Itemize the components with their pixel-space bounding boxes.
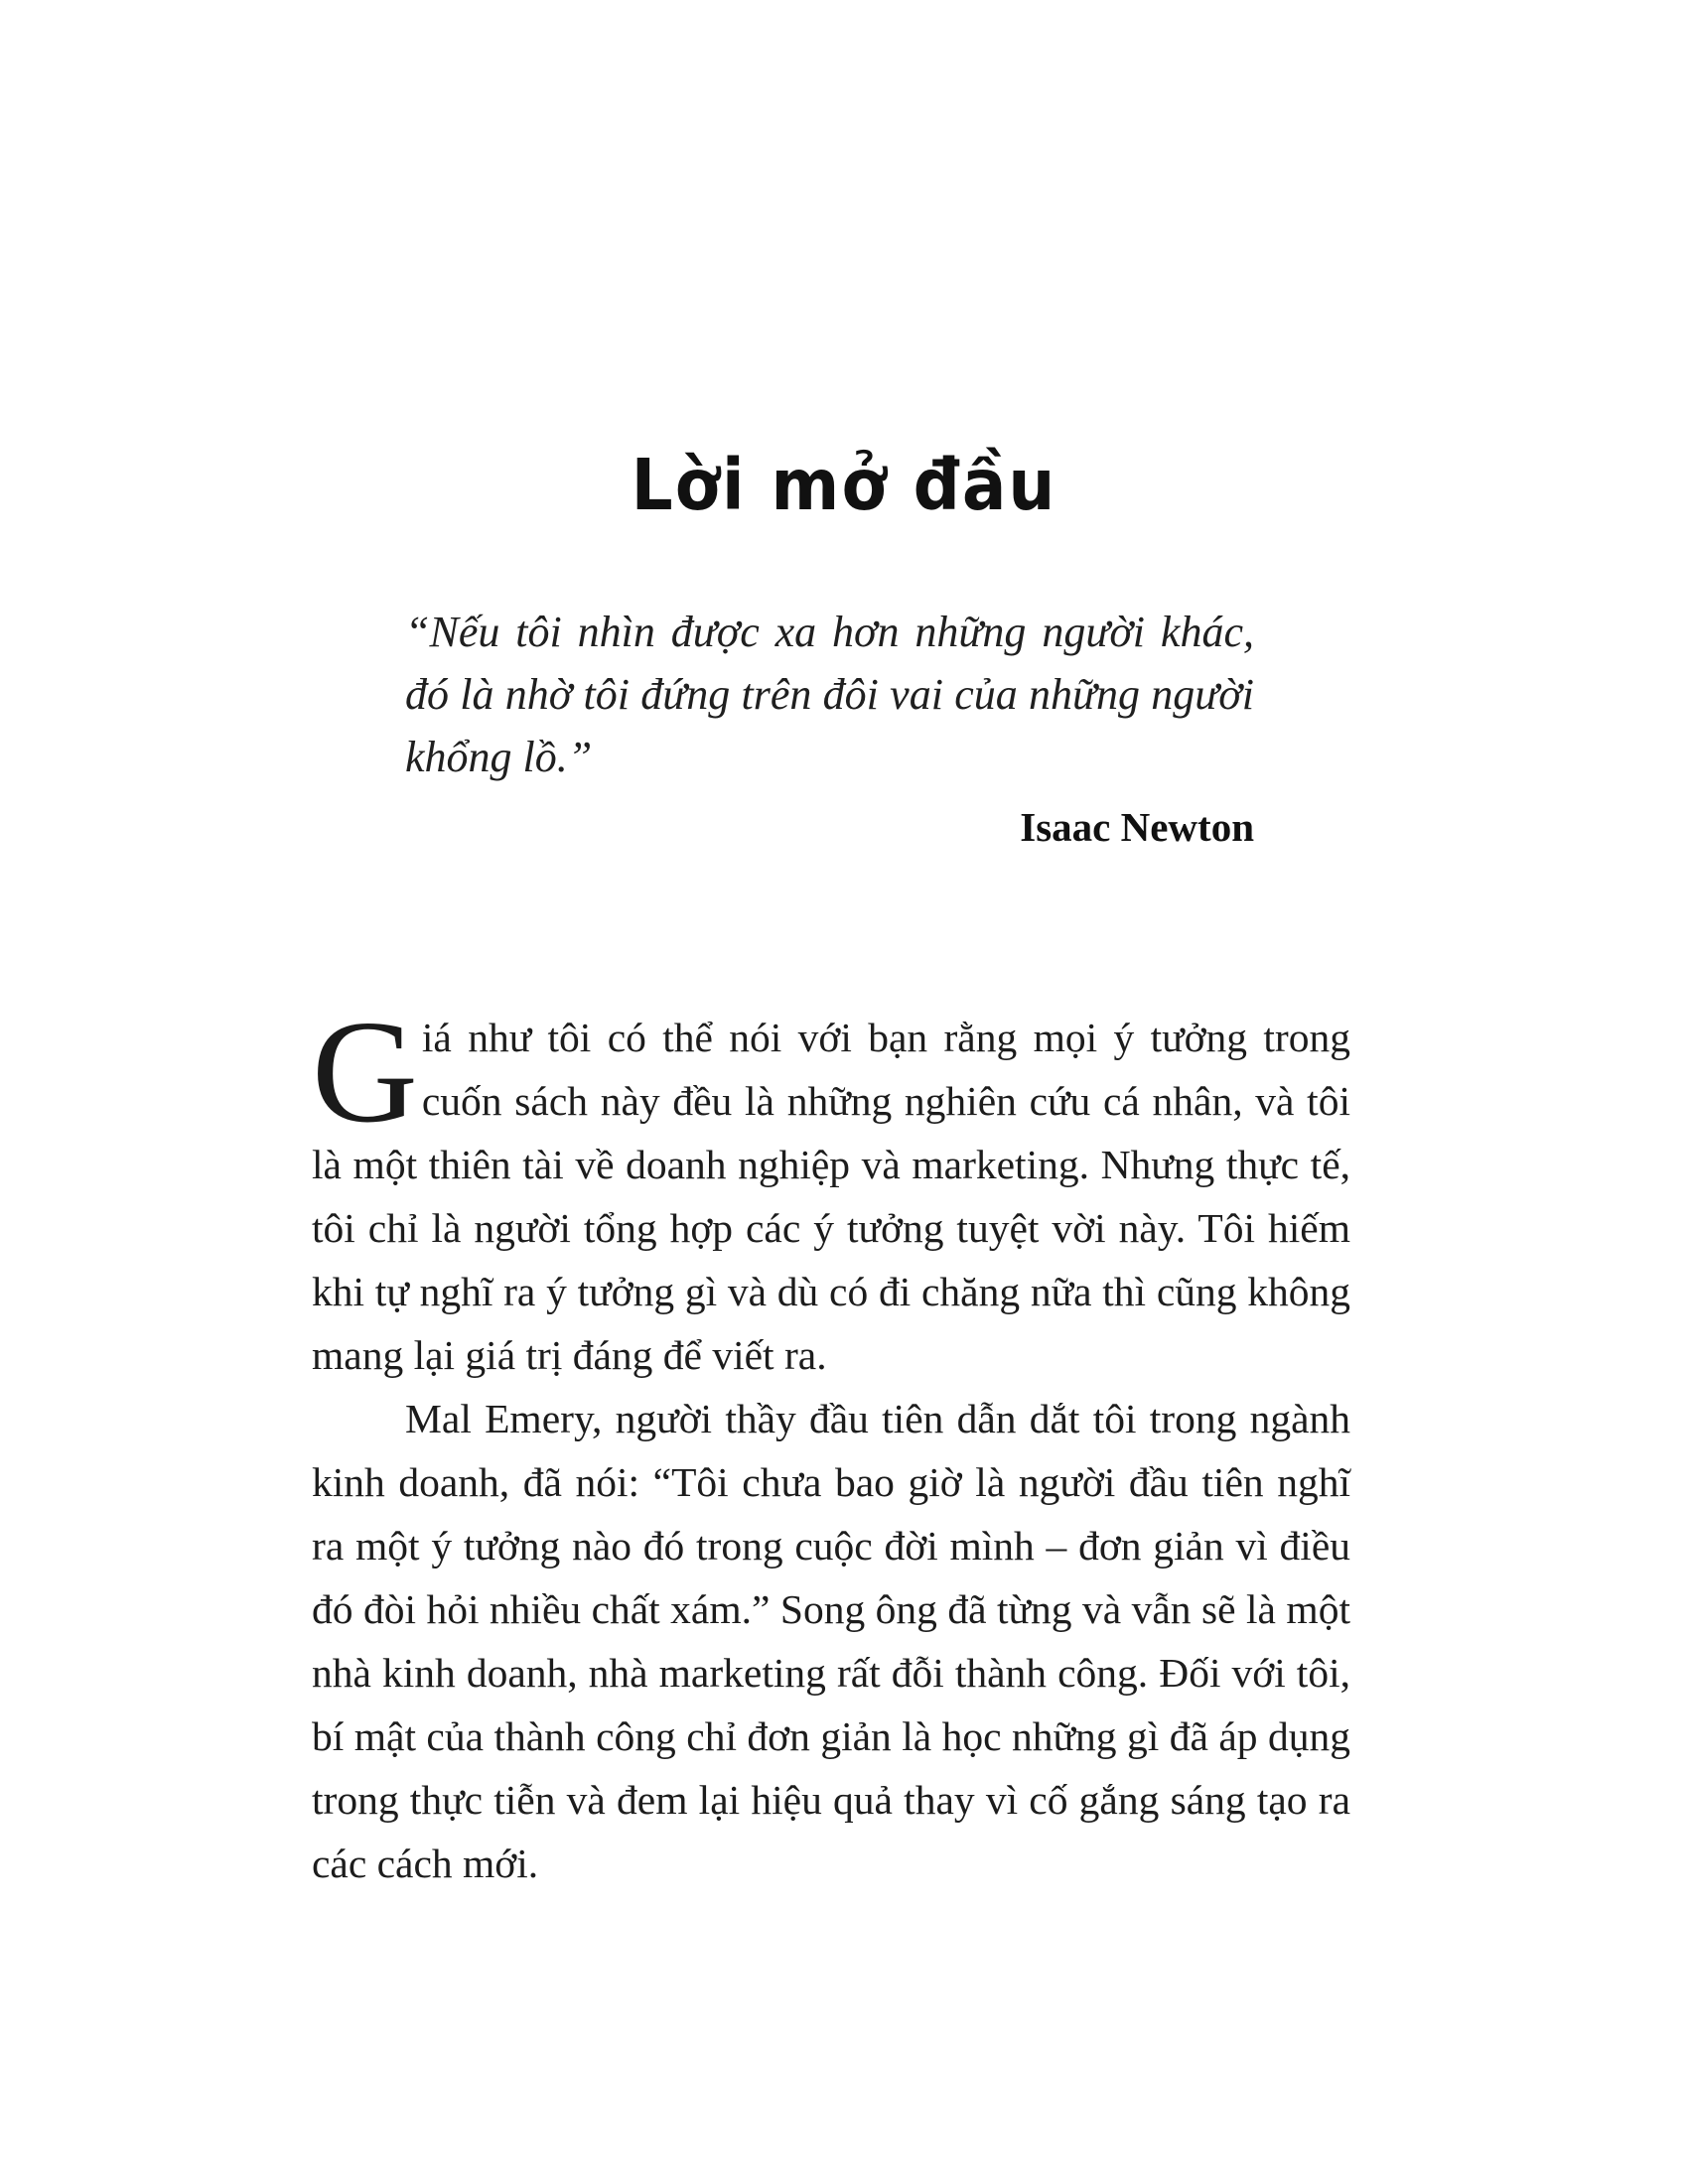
paragraph-1 bbox=[312, 991, 1350, 1387]
drop-cap: G bbox=[312, 991, 418, 1154]
body-text bbox=[312, 991, 1350, 1895]
epigraph-quote: “Nếu tôi nhìn được xa hơn những người khác, đó là nhờ tôi đứng trên đôi vai của những người khổng lồ.” bbox=[405, 608, 1254, 781]
epigraph bbox=[405, 601, 1254, 851]
paragraph-2: Mal Emery, người thầy đầu tiên dẫn dắt tôi trong ngành kinh doanh, đã nói: “Tôi chưa bao giờ là người đầu tiên nghĩ ra một ý tưởng nào đó trong cuộc đời mình – đơn giản vì điều đó đòi hỏi nhiều chất xám.” Song ông đã từng và vẫn sẽ là một nhà kinh doanh, nhà marketing rất đỗi thành công. Đối với tôi, bí mật của thành công chỉ đơn giản là học những gì đã áp dụng trong thực tiễn và đem lại hiệu quả thay vì cố gắng sáng tạo ra các cách mới. bbox=[312, 1396, 1350, 1886]
paragraph-1-text: iá như tôi có thể nói với bạn rằng mọi ý tưởng trong cuốn sách này đều là những nghiên cứu cá nhân, và tôi là một thiên tài về doanh nghiệp và marketing. Nhưng thực tế, tôi chỉ là người tổng hợp các ý tưởng tuyệt vời này. Tôi hiếm khi tự nghĩ ra ý tưởng gì và dù có đi chăng nữa thì cũng không mang lại giá trị đáng để viết ra. bbox=[312, 1015, 1350, 1378]
chapter-title: Lời mở đầu bbox=[631, 443, 1057, 527]
epigraph-author: Isaac Newton bbox=[1020, 804, 1254, 850]
